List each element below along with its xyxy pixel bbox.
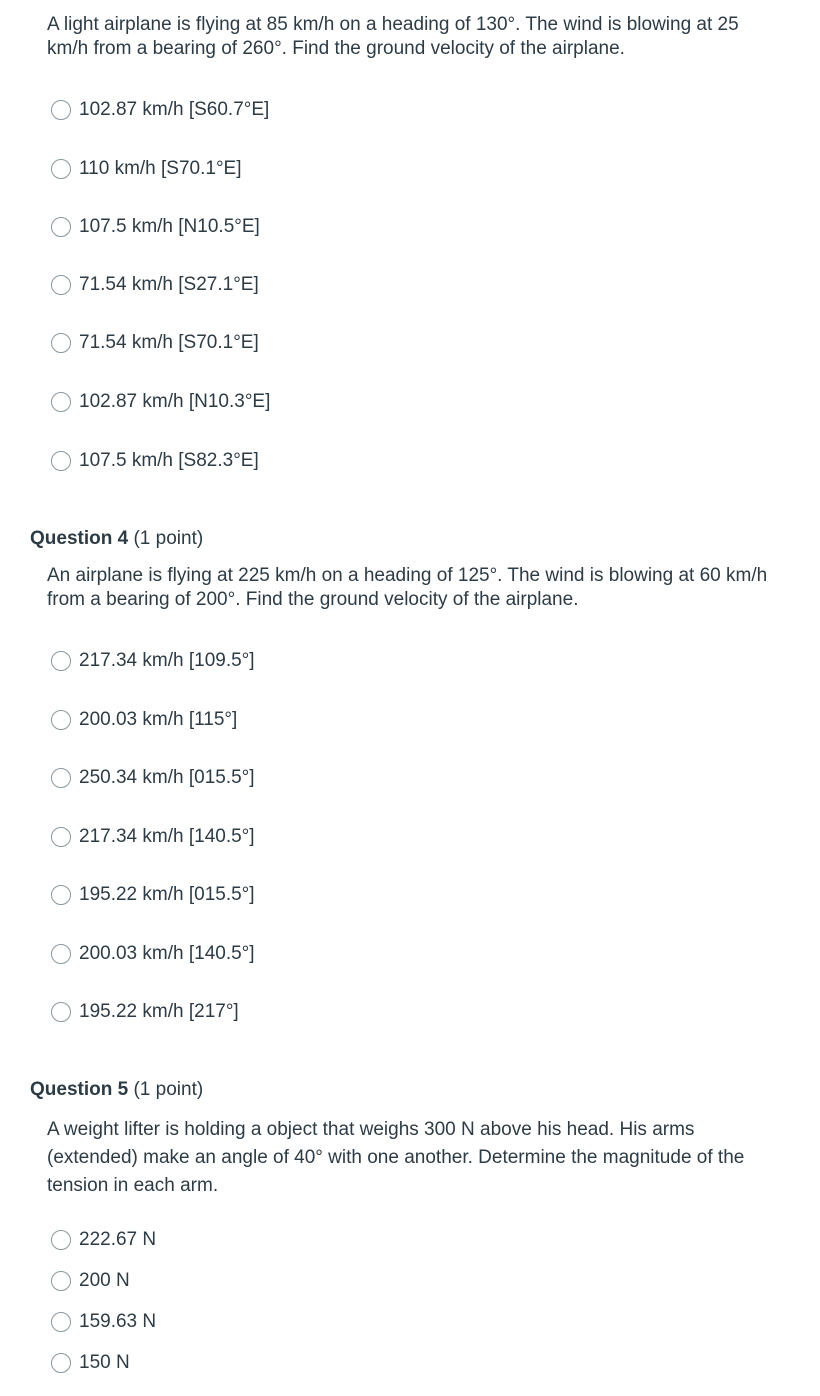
radio-button[interactable] <box>51 885 71 905</box>
radio-button[interactable] <box>51 159 71 179</box>
question-4-option[interactable] <box>51 648 255 674</box>
radio-button[interactable] <box>51 451 71 471</box>
question-3-option[interactable] <box>51 448 259 474</box>
option-label: 200.03 km/h [115°] <box>79 709 238 730</box>
radio-button[interactable] <box>51 275 71 295</box>
question-5-option[interactable] <box>51 1350 130 1376</box>
question-points: (1 point) <box>133 1079 204 1100</box>
option-label: 150 N <box>79 1352 130 1373</box>
question-4-option[interactable] <box>51 941 255 967</box>
radio-button[interactable] <box>51 651 71 671</box>
option-label: 200 N <box>79 1270 130 1291</box>
option-label: 195.22 km/h [015.5°] <box>79 884 255 905</box>
question-5-option[interactable] <box>51 1309 156 1335</box>
radio-button[interactable] <box>51 1002 71 1022</box>
radio-button[interactable] <box>51 392 71 412</box>
radio-button[interactable] <box>51 1230 71 1250</box>
question-3-option[interactable] <box>51 156 242 182</box>
radio-button[interactable] <box>51 100 71 120</box>
question-3-option[interactable] <box>51 272 259 298</box>
radio-button[interactable] <box>51 827 71 847</box>
option-label: 200.03 km/h [140.5°] <box>79 943 255 964</box>
question-4-option[interactable] <box>51 707 237 733</box>
radio-button[interactable] <box>51 1353 71 1373</box>
option-label: 250.34 km/h [015.5°] <box>79 767 255 788</box>
question-points: (1 point) <box>133 528 204 549</box>
question-4-option[interactable] <box>51 882 255 908</box>
question-3-option[interactable] <box>51 330 259 356</box>
option-label: 107.5 km/h [N10.5°E] <box>79 216 260 237</box>
question-5-heading <box>30 1078 203 1102</box>
question-3-option[interactable] <box>51 97 269 123</box>
option-label: 102.87 km/h [N10.3°E] <box>79 391 271 412</box>
option-label: 195.22 km/h [217°] <box>79 1001 239 1022</box>
option-label: 71.54 km/h [S70.1°E] <box>79 332 259 353</box>
question-4-heading <box>30 527 203 551</box>
question-number: Question 5 <box>30 1079 129 1100</box>
option-label: 110 km/h [S70.1°E] <box>79 158 242 179</box>
option-label: 222.67 N <box>79 1229 157 1250</box>
option-label: 159.63 N <box>79 1311 157 1332</box>
question-number: Question 4 <box>30 528 129 549</box>
question-5-option[interactable] <box>51 1268 130 1294</box>
question-5-text: A weight lifter is holding a object that weighs 300 N above his head. His arms (extended) make an angle of 40° with one another. Determine the magnitude of the tension in each arm. <box>47 1119 745 1196</box>
radio-button[interactable] <box>51 1271 71 1291</box>
option-label: 107.5 km/h [S82.3°E] <box>79 450 259 471</box>
radio-button[interactable] <box>51 333 71 353</box>
radio-button[interactable] <box>51 1312 71 1332</box>
question-3-option[interactable] <box>51 214 260 240</box>
radio-button[interactable] <box>51 710 71 730</box>
question-3-text: A light airplane is flying at 85 km/h on a heading of 130°. The wind is blowing at 25 km/h from a bearing of 260°. Find the ground velocity of the airplane. <box>47 14 739 59</box>
radio-button[interactable] <box>51 768 71 788</box>
question-4-text: An airplane is flying at 225 km/h on a heading of 125°. The wind is blowing at 60 km/h from a bearing of 200°. Find the ground velocity of the airplane. <box>47 565 768 610</box>
radio-button[interactable] <box>51 217 71 237</box>
question-5-option[interactable] <box>51 1227 156 1253</box>
option-label: 71.54 km/h [S27.1°E] <box>79 274 259 295</box>
radio-button[interactable] <box>51 944 71 964</box>
option-label: 217.34 km/h [109.5°] <box>79 650 255 671</box>
question-3-option[interactable] <box>51 389 270 415</box>
question-4-option[interactable] <box>51 824 255 850</box>
option-label: 102.87 km/h [S60.7°E] <box>79 99 270 120</box>
question-4-option[interactable] <box>51 999 239 1025</box>
option-label: 217.34 km/h [140.5°] <box>79 826 255 847</box>
question-4-option[interactable] <box>51 765 255 791</box>
